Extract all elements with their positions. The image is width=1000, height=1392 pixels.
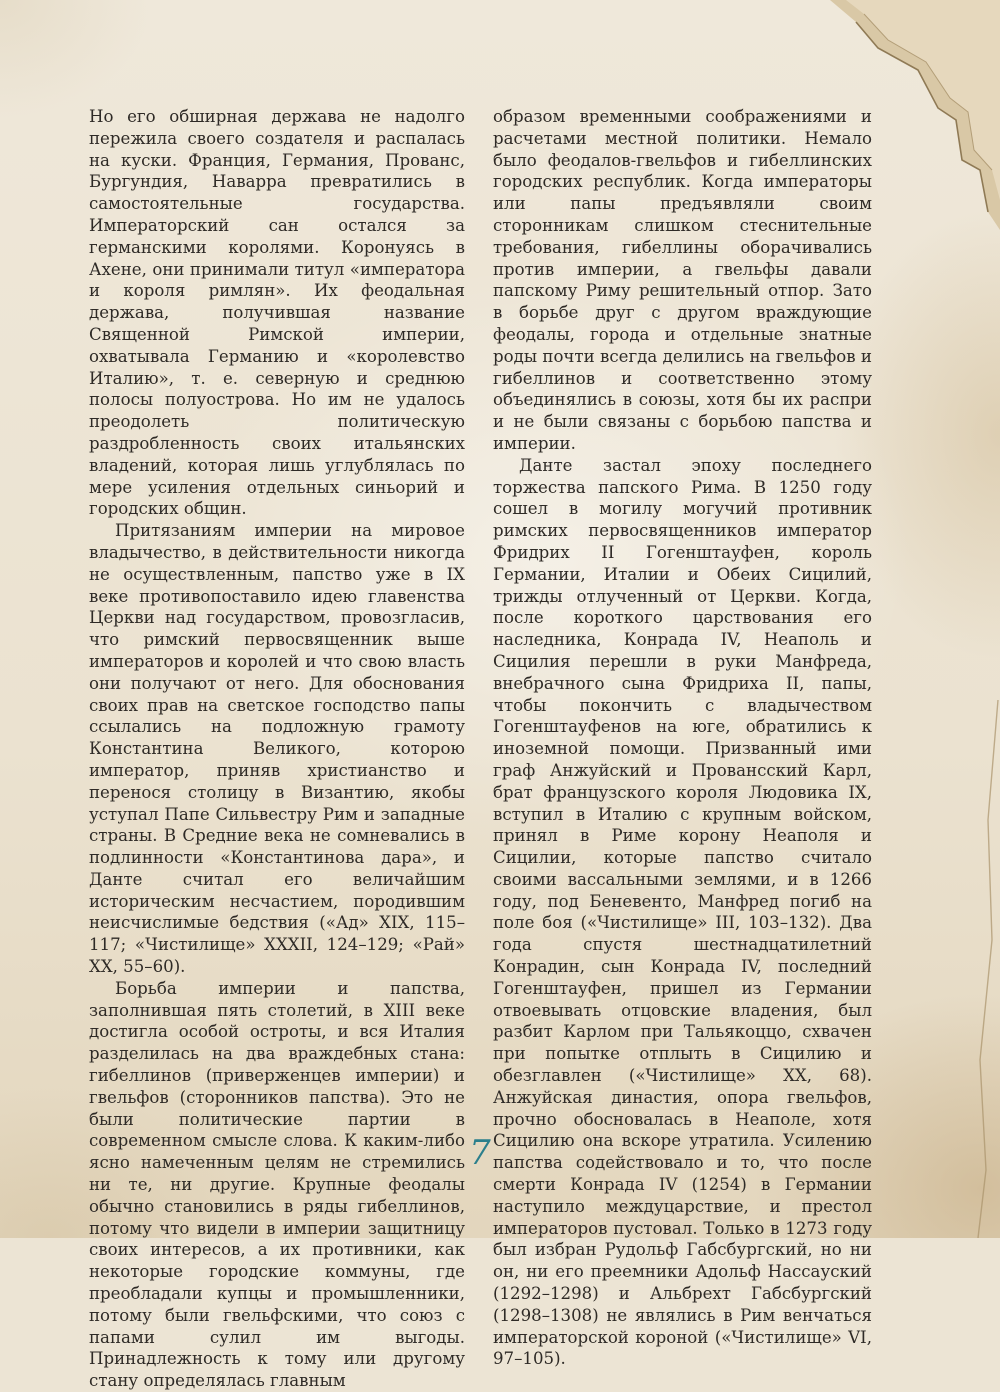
paragraph: Борьба империи и папства, заполнившая пять столетий, в XIII веке достигла особой остроты, и вся Италия разделилась на два враждебных стана: гибеллинов (приверженцев империи) и гвельфов (сторонников папства). Это не были политические партии в современном смысле слова. К каким-либо ясно намеченным целям не стремились ни те, ни другие. Крупные феодалы обычно становились в ряды гибеллинов, потому что видели в империи защитницу своих интересов, а их противники, как некоторые городские коммуны, где преобладали купцы и промышленники, потому были гвельфскими, что союз с папами сулил им выгоды. Принадлежность к тому или другому стану определялась главным [89, 978, 465, 1391]
paragraph: Но его обширная держава не надолго пережила своего создателя и распалась на куски. Франция, Германия, Прованс, Бургундия, Наварра превратились в самостоятельные государства. Императорский сан остался за германскими королями. Коронуясь в Ахене, они принимали титул «императора и короля римлян». Их феодальная держава, получившая название Священной Римской империи, охватывала Германию и «королевство Италию», т. е. северную и среднюю полосы полуострова. Но им не удалось преодолеть политическую раздробленность своих итальянских владений, которая лишь углублялась по мере усиления отдельных синьорий и городских общин. [89, 107, 465, 519]
left-text-column [89, 106, 465, 1392]
right-text-column [493, 106, 872, 1370]
page-number: 7 [469, 1133, 491, 1173]
paragraph: Притязаниям империи на мировое владычество, в действительности никогда не осуществленным, папство уже в IX веке противопоставило идею главенства Церкви над государством, провозгласив, что римский первосвященник выше императоров и королей и что свою власть они получают от него. Для обоснования своих прав на светское господство папы ссылались на подложную грамоту Константина Великого, которою император, приняв христианство и перенося столицу в Византию, якобы уступал Папе Сильвестру Рим и западные страны. В Средние века не сомневались в подлинности «Константинова дара», и Данте считал его величайшим историческим несчастием, породившим неисчислимые бедствия («Ад» XIX, 115–117; «Чистилище» XXXII, 124–129; «Рай» XX, 55–60). [89, 521, 465, 977]
paragraph: Данте застал эпоху последнего торжества папского Рима. В 1250 году сошел в могилу могучий противник римских первосвященников император Фридрих II Гогенштауфен, король Германии, Италии и Обеих Сицилий, трижды отлученный от Церкви. Когда, после короткого царствования его наследника, Конрада IV, Неаполь и Сицилия перешли в руки Манфреда, внебрачного сына Фридриха II, папы, чтобы покончить с владычеством Гогенштауфенов на юге, обратились к иноземной помощи. Призванный ими граф Анжуйский и Провансский Карл, брат французского короля Людовика IX, вступил в Италию с крупным войском, принял в Риме корону Неаполя и Сицилии, которые папство считало своими вассальными землями, и в 1266 году, под Беневенто, Манфред погиб на поле боя («Чистилище» III, 103–132). Два года спустя шестнадцатилетний Конрадин, сын Конрада IV, последний Гогенштауфен, пришел из Германии отвоевывать отцовские владения, был разбит Карлом при Тальякоццо, схвачен при попытке отплыть в Сицилию и обезглавлен («Чистилище» XX, 68). Анжуйская династия, опора гвельфов, прочно обосновалась в Неаполе, хотя Сицилию она вскоре утратила. Усилению папства содействовало и то, что после смерти Конрада IV (1254) в Германии наступило междуцарствие, и престол императоров пустовал. Только в 1273 году был избран Рудольф Габсбургский, но ни он, ни его преемники Адольф Нассауский (1292–1298) и Альбрехт Габсбургский (1298–1308) не являлись в Рим венчаться императорской короной («Чистилище» VI, 97–105). [493, 455, 872, 1369]
paragraph: образом временными соображениями и расчетами местной политики. Немало было феодалов-гвельфов и гибеллинских городских республик. Когда императоры или папы предъявляли своим сторонникам слишком стеснительные требования, гибеллины оборачивались против империи, а гвельфы давали папскому Риму решительный отпор. Зато в борьбе друг с другом враждующие феодалы, города и отдельные знатные роды почти всегда делились на гвельфов и гибеллинов и соответственно этому объединялись в союзы, хотя бы их распри и не были связаны с борьбою папства и империи. [493, 107, 872, 453]
